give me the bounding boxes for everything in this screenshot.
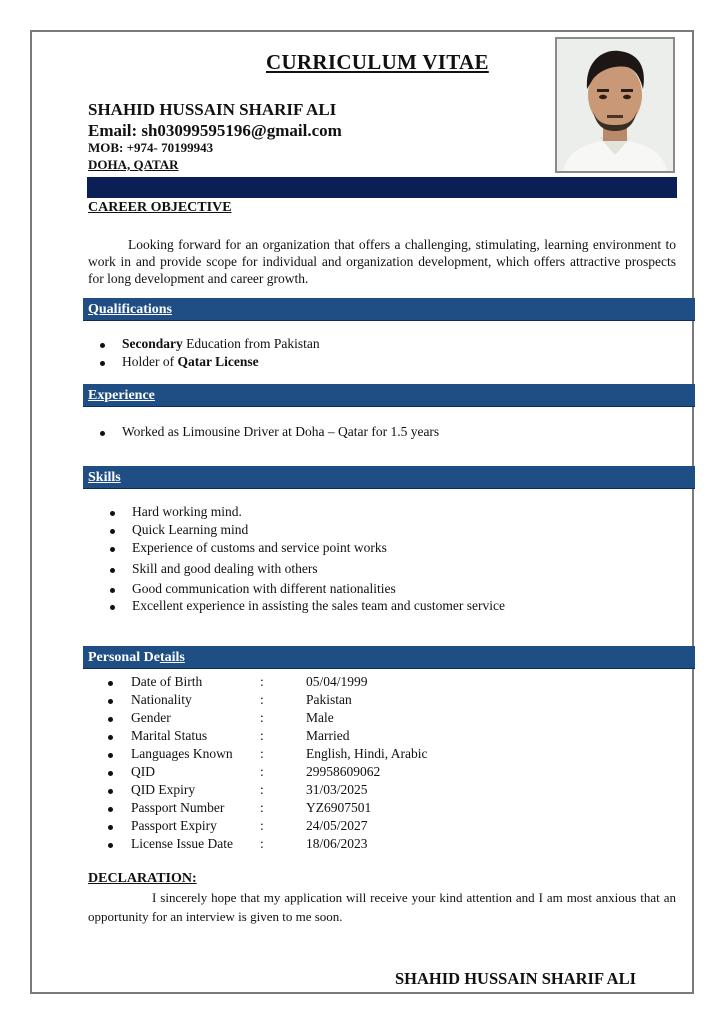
detail-separator: :	[260, 692, 264, 707]
personal-details-band	[83, 646, 695, 669]
detail-label: QID Expiry	[131, 782, 196, 797]
skills-band	[83, 466, 695, 489]
list-item: Excellent experience in assisting the sales team and customer service	[110, 598, 505, 616]
list-item: Hard working mind.	[110, 504, 505, 522]
experience-heading: Experience	[88, 388, 155, 403]
list-item: Skill and good dealing with others	[110, 561, 505, 581]
detail-value: 05/04/1999	[306, 674, 368, 689]
qualifications-band	[83, 298, 695, 321]
experience-list	[100, 424, 439, 440]
detail-separator: :	[260, 782, 264, 797]
detail-label: Gender	[131, 710, 171, 725]
mobile-text: MOB: +974- 70199943	[88, 140, 214, 155]
detail-separator: :	[260, 764, 264, 779]
detail-value: Male	[306, 710, 334, 725]
detail-label: Marital Status	[131, 728, 208, 743]
document-title: CURRICULUM VITAE	[266, 50, 489, 74]
personal-details-heading-a: Personal De	[88, 650, 160, 665]
personal-details-heading-b: tails	[159, 650, 185, 665]
detail-label: Passport Number	[131, 800, 225, 815]
detail-separator: :	[260, 800, 264, 815]
qualifications-list	[100, 336, 320, 372]
detail-separator: :	[260, 710, 264, 725]
detail-value: 24/05/2027	[306, 818, 368, 833]
list-item: Worked as Limousine Driver at Doha – Qatar for 1.5 years	[100, 424, 439, 440]
header-divider-band	[87, 177, 677, 198]
detail-label: License Issue Date	[131, 836, 233, 851]
qualification-text: Holder of	[122, 354, 178, 369]
detail-separator: :	[260, 674, 264, 689]
detail-value: 31/03/2025	[306, 782, 368, 797]
detail-value: Pakistan	[306, 692, 352, 707]
detail-separator: :	[260, 728, 264, 743]
detail-value: 18/06/2023	[306, 836, 368, 851]
detail-label: Date of Birth	[131, 674, 203, 689]
detail-separator: :	[260, 746, 264, 761]
declaration-text	[88, 888, 676, 926]
detail-value: Married	[306, 728, 350, 743]
list-item	[100, 354, 320, 372]
career-objective-heading: CAREER OBJECTIVE	[88, 200, 232, 215]
detail-separator: :	[260, 818, 264, 833]
skills-list	[110, 504, 505, 616]
list-item: Quick Learning mind	[110, 522, 505, 540]
declaration-heading: DECLARATION:	[88, 871, 197, 886]
detail-label: Passport Expiry	[131, 818, 217, 833]
candidate-name: SHAHID HUSSAIN SHARIF ALI	[88, 100, 337, 119]
career-objective-text	[88, 236, 676, 287]
skills-heading: Skills	[88, 470, 121, 485]
address-text: DOHA, QATAR	[88, 157, 179, 172]
qualification-bold: Secondary	[122, 336, 183, 351]
qualifications-heading: Qualifications	[88, 302, 173, 317]
signature-name: SHAHID HUSSAIN SHARIF ALI	[395, 969, 636, 988]
qualification-bold: Qatar License	[177, 354, 259, 369]
declaration-body: I sincerely hope that my application will receive your kind attention and I am most anxious that an opportunity for an interview is given to me soon.	[88, 890, 676, 924]
detail-value: 29958609062	[306, 764, 381, 779]
detail-separator: :	[260, 836, 264, 851]
email-text: Email: sh03099595196@gmail.com	[88, 121, 342, 140]
qualification-text: Education from Pakistan	[182, 336, 320, 351]
profile-photo	[555, 37, 675, 173]
list-item	[100, 336, 320, 354]
list-item: Experience of customs and service point works	[110, 540, 505, 561]
detail-value: English, Hindi, Arabic	[306, 746, 428, 761]
detail-label: QID	[131, 764, 155, 779]
detail-label: Languages Known	[131, 746, 233, 761]
detail-value: YZ6907501	[306, 800, 372, 815]
detail-label: Nationality	[131, 692, 192, 707]
career-objective-body: Looking forward for an organization that offers a challenging, stimulating, learning environment to work in and provide scope for individual and organization development, which offers attractive prospects for long development and career growth.	[88, 237, 676, 286]
list-item: Good communication with different nationalities	[110, 581, 505, 598]
experience-band	[83, 384, 695, 407]
